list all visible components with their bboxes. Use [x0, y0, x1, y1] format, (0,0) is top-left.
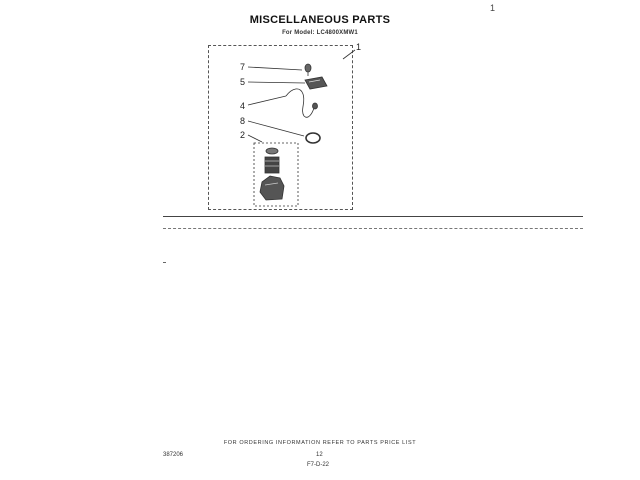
model-line: For Model: LC4800XMW1 [282, 30, 358, 36]
leader-8 [248, 121, 304, 136]
callout-1: 1 [356, 42, 362, 52]
callout-4: 4 [240, 101, 246, 111]
corner-mark: 1 [490, 3, 496, 13]
rule-line-bottom [163, 228, 583, 229]
leader-1 [343, 50, 355, 59]
part-8-icon [306, 133, 320, 143]
callout-5: 5 [240, 77, 246, 87]
page-number: 12 [316, 452, 323, 458]
part-2-icon [260, 148, 284, 200]
leader-7 [248, 67, 302, 70]
margin-tick [163, 262, 166, 263]
part-5-icon [305, 77, 327, 89]
callout-7: 7 [240, 62, 246, 72]
date-code: F7-D-22 [307, 462, 330, 468]
leader-5 [248, 82, 305, 83]
callout-2: 2 [240, 130, 246, 140]
leader-2 [248, 135, 262, 142]
part-4-icon [286, 89, 318, 117]
rule-line-top [163, 216, 583, 217]
ordering-note: FOR ORDERING INFORMATION REFER TO PARTS PRICE LIST [223, 440, 417, 446]
leader-4 [248, 96, 286, 105]
page-title: MISCELLANEOUS PARTS [249, 14, 391, 26]
part-number: 387206 [163, 452, 184, 458]
part-7-icon [305, 64, 311, 76]
callout-8: 8 [240, 116, 246, 126]
